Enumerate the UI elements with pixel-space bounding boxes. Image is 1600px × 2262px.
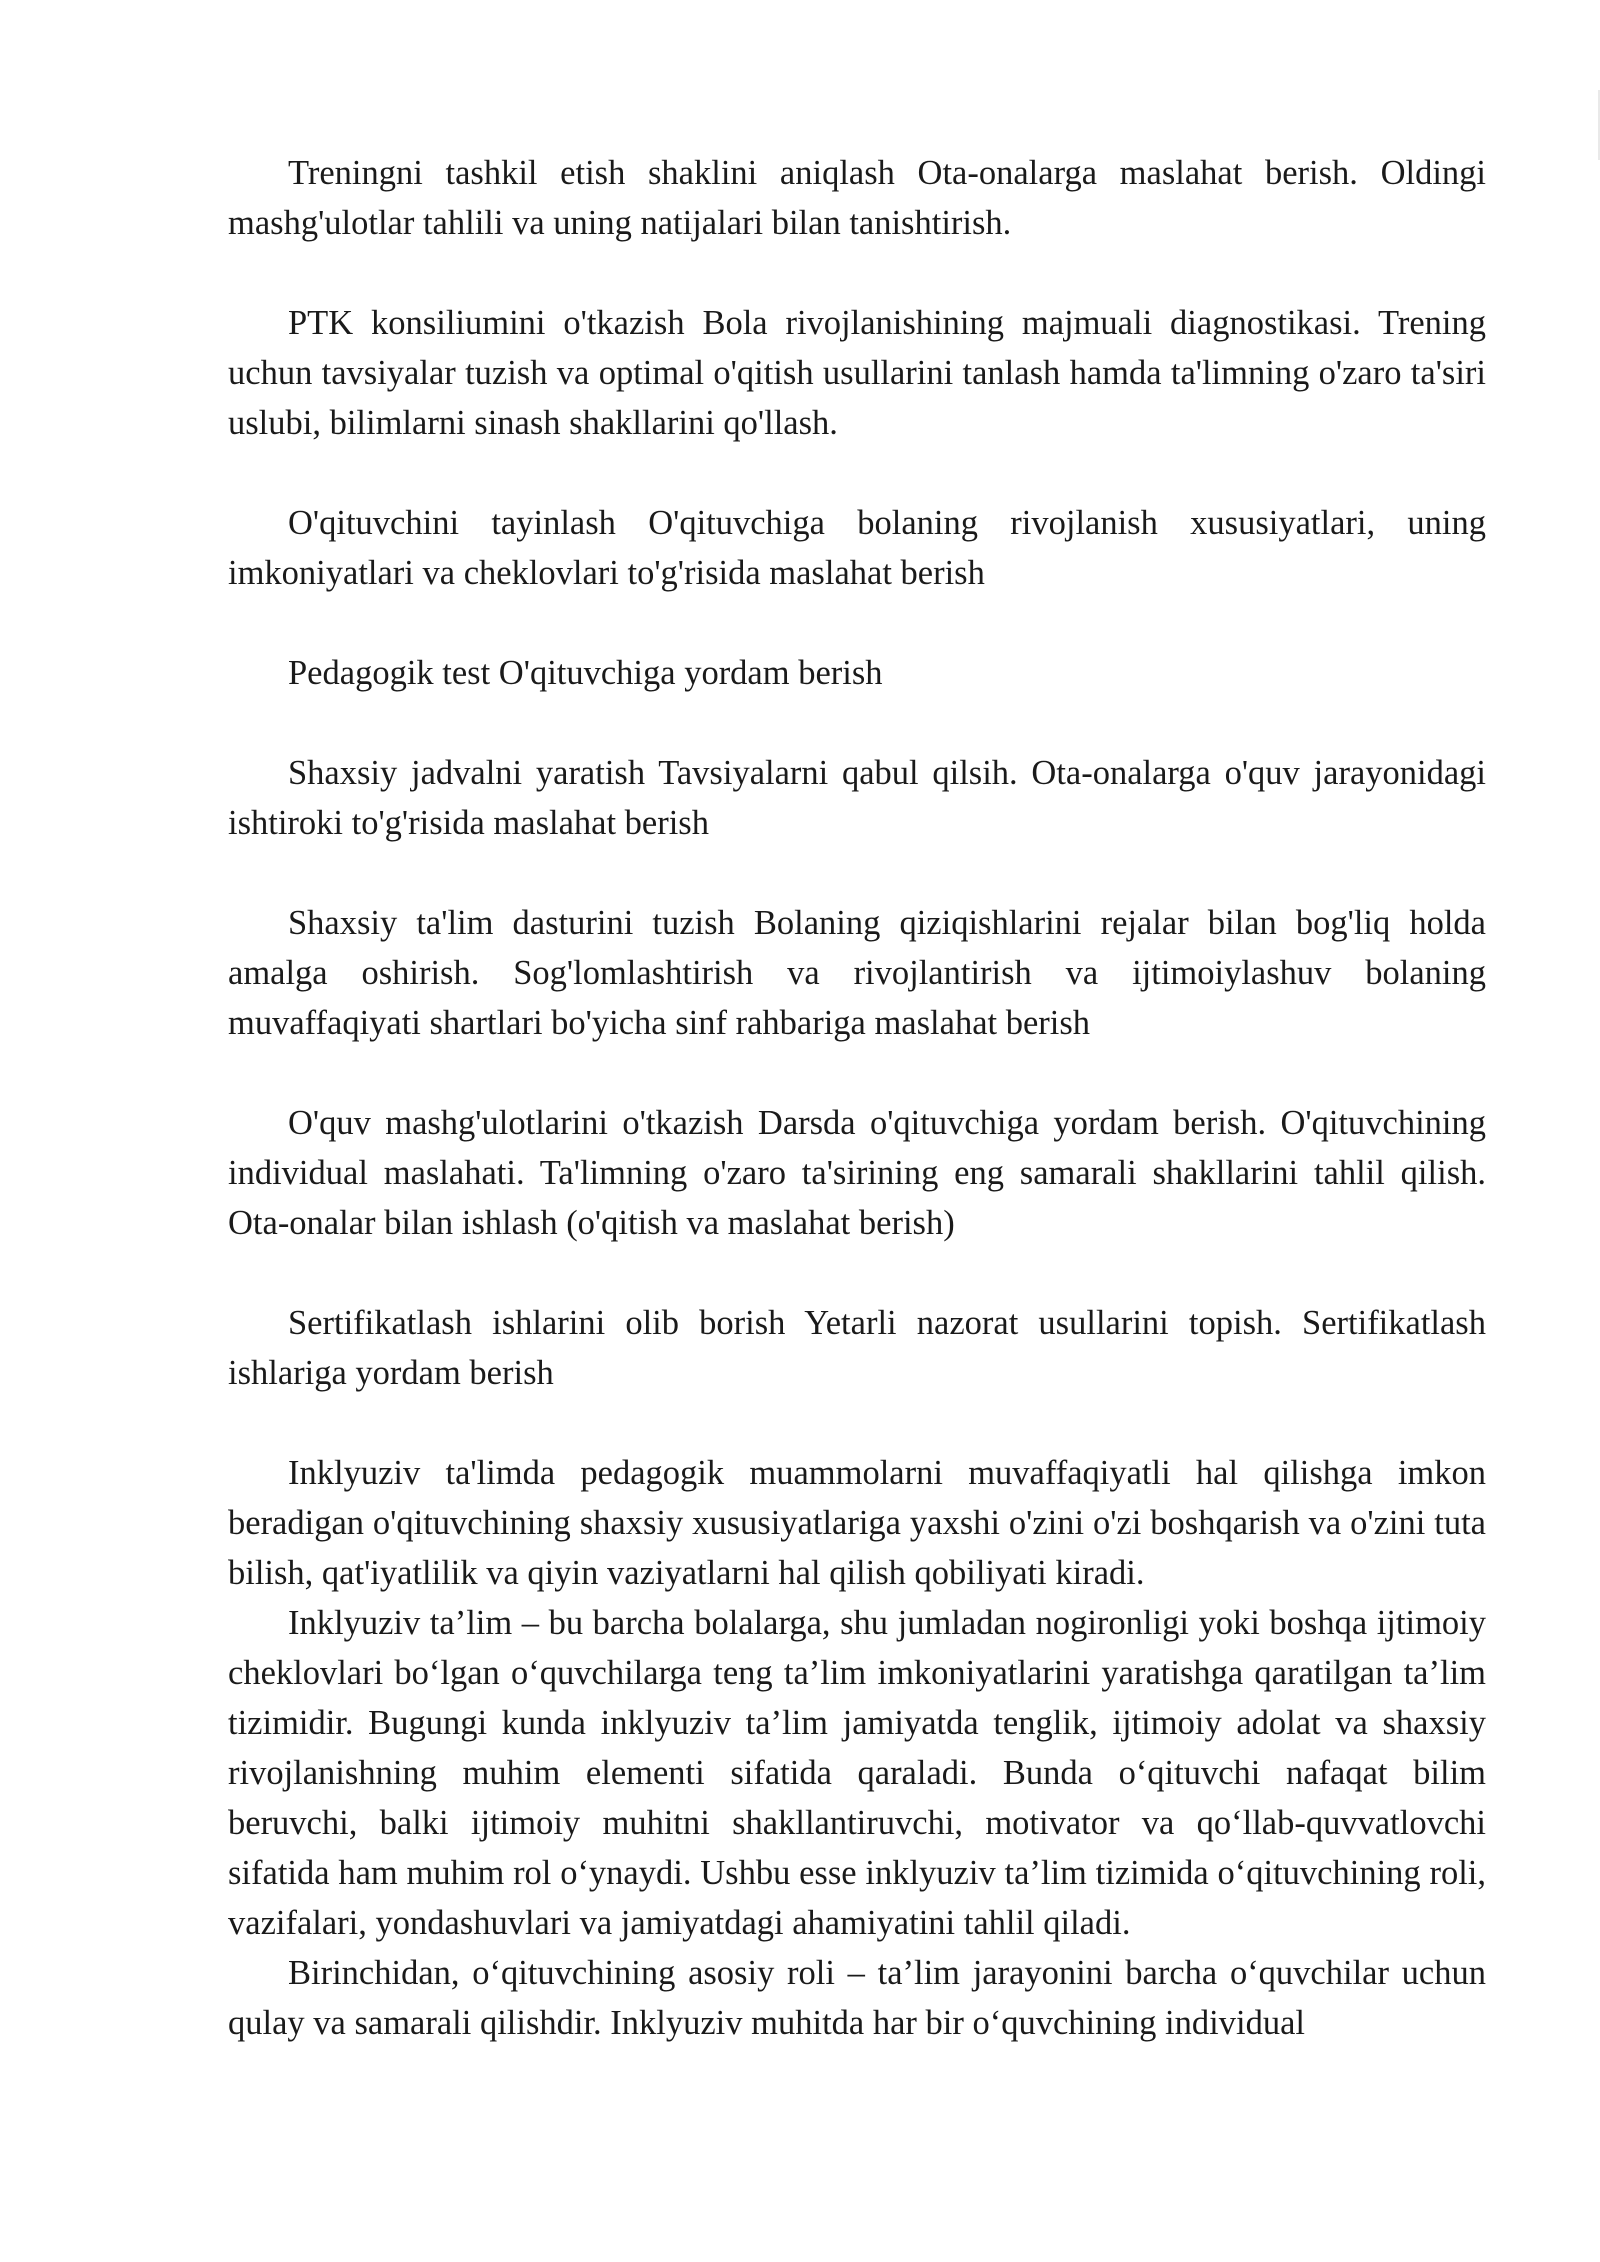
paragraph-inclusive-education: Inklyuziv ta’lim – bu barcha bolalarga, shu jumladan nogironligi yoki boshqa ijtimoiy cheklovlari bo‘lgan o‘quvchilarga teng ta’lim imkoniyatlarini yaratishga qaratilgan ta’lim tizimidir. Bugungi kunda inklyuziv ta’lim jamiyatda tenglik, ijtimoiy adolat va shaxsiy rivojlanishning muhim elementi sifatida qaraladi. Bunda o‘qituvchi nafaqat bilim beruvchi, balki ijtimoiy muhitni shakllantiruvchi, motivator va qo‘llab-quvvatlovchi sifatida ham muhim rol o‘ynaydi. Ushbu esse inklyuziv ta’lim tizimida o‘qituvchining roli, vazifalari, yondashuvlari va jamiyatdagi ahamiyatini tahlil qiladi. xyxy=(228,1604,1486,1942)
paragraph-teacher-qualities: Inklyuziv ta'limda pedagogik muammolarni muvaffaqiyatli hal qilishga imkon beradigan o'qituvchining shaxsiy xususiyatlariga yaxshi o'zini o'zi boshqarish va o'zini tuta bilish, qat'iyatlilik va qiyin vaziyatlarni hal qilish qobiliyati kiradi. xyxy=(228,1454,1486,1592)
paragraph-pedagogical-test: Pedagogik test O'qituvchiga yordam berish xyxy=(288,654,883,692)
paragraph-personal-schedule: Shaxsiy jadvalni yaratish Tavsiyalarni qabul qilsih. Ota-onalarga o'quv jarayonidagi ishtiroki to'g'risida maslahat berish xyxy=(228,754,1486,842)
paragraph-teacher-assignment: O'qituvchini tayinlash O'qituvchiga bolaning rivojlanish xususiyatlari, uning imkoniyatlari va cheklovlari to'g'risida maslahat berish xyxy=(228,504,1486,592)
paragraph-certification: Sertifikatlash ishlarini olib borish Yetarli nazorat usullarini topish. Sertifikatlash ishlariga yordam berish xyxy=(228,1304,1486,1392)
paragraph-lessons: O'quv mashg'ulotlarini o'tkazish Darsda o'qituvchiga yordam berish. O'qituvchining individual maslahati. Ta'limning o'zaro ta'sirining eng samarali shakllarini tahlil qilish. Ota-onalar bilan ishlash (o'qitish va maslahat berish) xyxy=(228,1104,1486,1242)
paragraph-ptk-consilium: PTK konsiliumini o'tkazish Bola rivojlanishining majmuali diagnostikasi. Trening uchun tavsiyalar tuzish va optimal o'qitish usullarini tanlash hamda ta'limning o'zaro ta'siri uslubi, bilimlarni sinash shakllarini qo'llash. xyxy=(228,304,1486,442)
document-page xyxy=(228,148,1486,2048)
paragraph-first-role: Birinchidan, o‘qituvchining asosiy roli – ta’lim jarayonini barcha o‘quvchilar uchun qulay va samarali qilishdir. Inklyuziv muhitda har bir o‘quvchining individual xyxy=(228,1954,1486,2042)
paragraph-personal-program: Shaxsiy ta'lim dasturini tuzish Bolaning qiziqishlarini rejalar bilan bog'liq holda amalga oshirish. Sog'lomlashtirish va rivojlantirish va ijtimoiylashuv bolaning muvaffaqiyati shartlari bo'yicha sinf rahbariga maslahat berish xyxy=(228,904,1486,1042)
paragraph-training-form: Treningni tashkil etish shaklini aniqlash Ota-onalarga maslahat berish. Oldingi mashg'ulotlar tahlili va uning natijalari bilan tanishtirish. xyxy=(228,154,1486,242)
